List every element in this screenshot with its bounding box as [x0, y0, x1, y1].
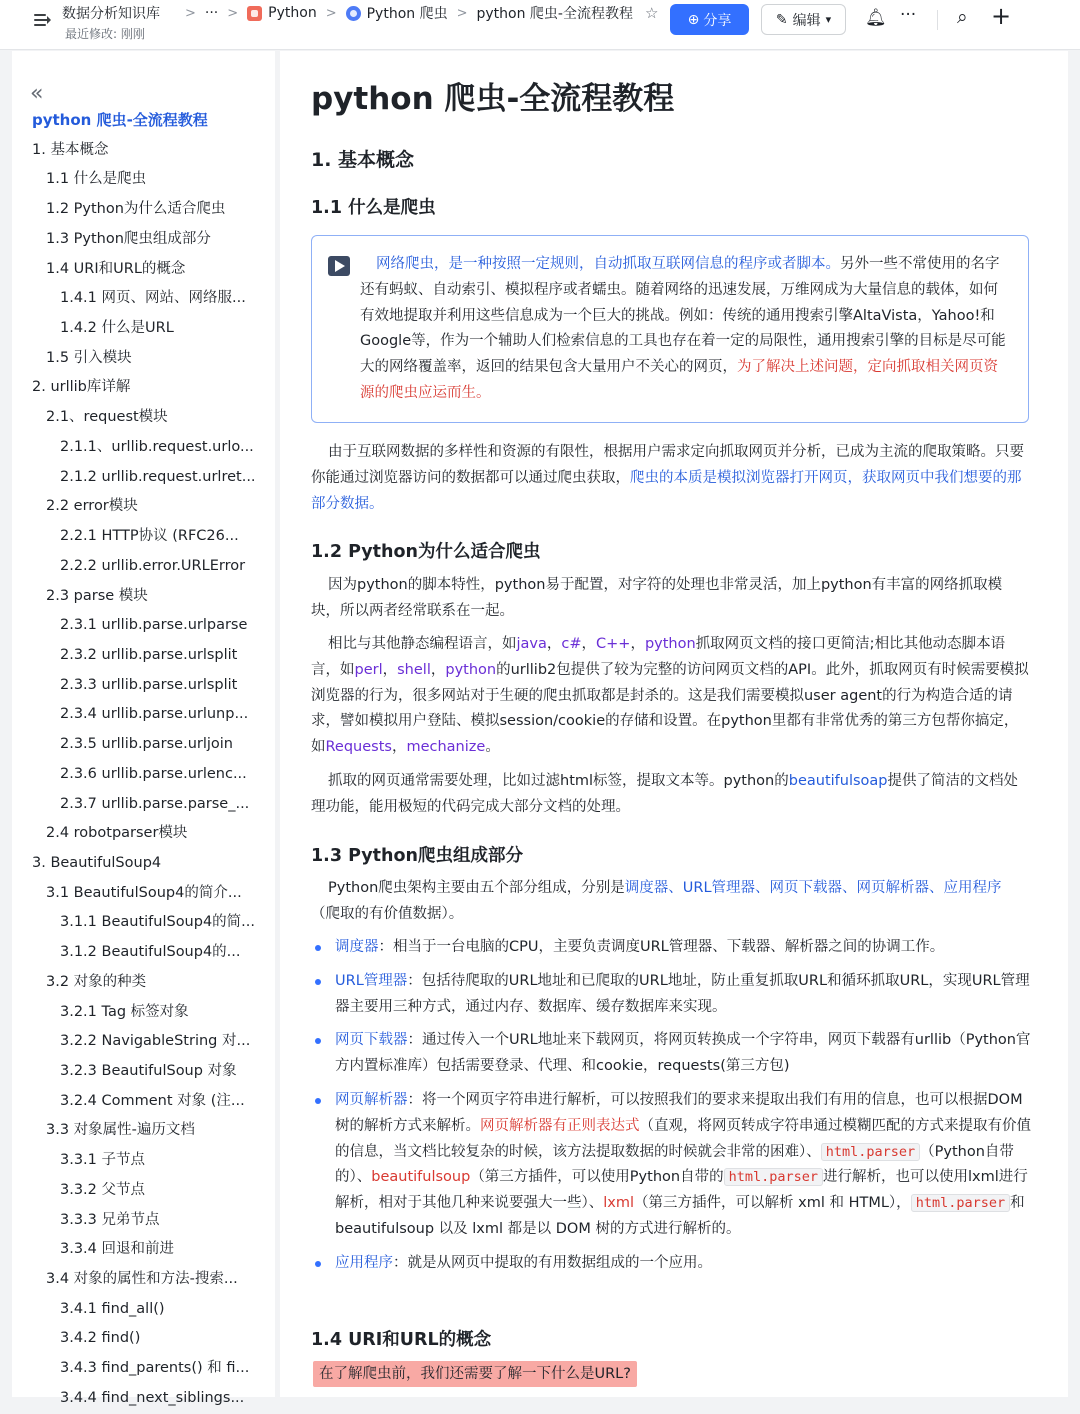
toc-item[interactable]: 2.3.2 urllib.parse.urlsplit	[60, 646, 238, 663]
paragraph-text: 的urllib2包提供了较为完整的访问网页文档的API。此外，抓取网页有时候需要模拟浏览器的行为，很多网站对于生硬的爬虫抓取都是封杀的。这是我们需要模拟user agent的行为构造合适的请求，譬如模拟用户登陆、模拟session/cookie的存储和设置。在python里都有非常优秀的第三方包帮你搞定，如	[311, 661, 1029, 756]
bullet-text: （Python自带的）、	[335, 1143, 1014, 1186]
list-item	[311, 969, 1031, 1021]
breadcrumb-current: python 爬虫-全流程教程	[476, 6, 633, 22]
paragraph-why-python-3	[311, 769, 1029, 821]
keyword-shell: shell	[397, 661, 431, 678]
bullet-text: ：包括待爬取的URL地址和已爬取的URL地址，防止重复抓取URL和循环抓取URL，实现URL管理器主要用三种方式，通过内存、数据库、缓存数据库来实现。	[335, 972, 1030, 1015]
paragraph-text: ，	[430, 661, 446, 678]
scrollbar[interactable]	[1068, 51, 1080, 1397]
toc-item[interactable]: 2.2.2 urllib.error.URLError	[60, 557, 246, 574]
paragraph-text: 由于互联网数据的多样性和资源的有限性，根据用户需求定向抓取网页并分析，已成为主流的爬取策略。只要你能通过浏览器访问的数据都可以通过爬虫获取，	[311, 444, 1024, 486]
components-list-text: 调度器、URL管理器、网页下载器、网页解析器、应用程序	[624, 880, 1002, 896]
toc-item[interactable]: 3.3.2 父节点	[60, 1181, 146, 1198]
toc-item[interactable]: 1.4 URI和URL的概念	[46, 260, 186, 277]
callout-body: 另外一些不常使用的名字还有蚂蚁、自动索引、模拟程序或者蠕虫。随着网络的迅速发展，万维网成为大量信息的载体，如何有效地提取并利用这些信息成为一个巨大的挑战。例如：传统的通用搜索引擎AltaVista，Yahoo!和Google等，作为一个辅助人们检索信息的工具也存在着一定的局限性，通用搜索引擎的目标是尽可能大的网络覆盖率，返回的结果包含大量用户不关心的网页，	[360, 256, 1006, 376]
toc-item[interactable]: 2.3 parse 模块	[46, 587, 148, 604]
heading-why-python: 1.2 Python为什么适合爬虫	[311, 542, 541, 562]
bullet-keyword: 应用程序	[335, 1254, 393, 1271]
chevron-right-icon: >	[325, 5, 337, 21]
toc-item[interactable]: 3.2 对象的种类	[46, 973, 147, 990]
bullet-keyword: 调度器	[335, 939, 379, 955]
bullet-text: 和 beautifulsoup 以及 lxml 都是以 DOM 树的方式进行解析的。	[335, 1195, 1025, 1237]
toc-item[interactable]: 1. 基本概念	[32, 141, 109, 158]
toc-item[interactable]: 2.2.1 HTTP协议 (RFC26...	[60, 528, 239, 545]
breadcrumb-python-spider[interactable]	[346, 3, 448, 23]
breadcrumb-python[interactable]	[247, 5, 317, 21]
toc-item[interactable]: 1.3 Python爬虫组成部分	[46, 230, 211, 247]
share-button[interactable]	[670, 4, 749, 35]
bullet-highlight: lxml	[603, 1195, 635, 1212]
toc-item[interactable]: 3.1.2 BeautifulSoup4的...	[60, 944, 241, 961]
bell-icon[interactable]: 🔔︎	[865, 8, 887, 28]
toolbar-divider	[937, 10, 938, 30]
paragraph-text: ，	[630, 636, 645, 652]
paragraph-text: ，	[382, 661, 398, 678]
toc-item[interactable]: 2.3.7 urllib.parse.parse_...	[60, 795, 250, 812]
paragraph-text: ，	[391, 739, 407, 756]
inline-code: html.parser	[911, 1194, 1010, 1212]
toc-item[interactable]: 3.2.3 BeautifulSoup 对象	[60, 1063, 237, 1079]
paragraph-text: 抓取网页文档的接口更简洁;相比其他动态脚本语言，如	[311, 636, 1006, 678]
toc-item[interactable]: 2.2 error模块	[46, 498, 138, 515]
page-title: python 爬虫-全流程教程	[311, 81, 675, 117]
toc-item[interactable]: 3.2.2 NavigableString 对...	[60, 1033, 251, 1050]
paragraph-text: 抓取的网页通常需要处理，比如过滤html标签，提取文本等。python的	[328, 773, 789, 789]
bullet-text: （第三方插件，可以解析 xml 和 HTML），	[634, 1195, 911, 1212]
toc-item[interactable]: 2.1.1、urllib.request.urlo...	[60, 438, 254, 455]
chevron-right-icon: >	[185, 5, 196, 21]
inline-code: html.parser	[821, 1143, 920, 1161]
highlighted-text: 在了解爬虫前，我们还需要了解一下什么是URL?	[313, 1361, 637, 1387]
toc-item[interactable]: 3.3.4 回退和前进	[60, 1241, 175, 1258]
paragraph-text: Python爬虫架构主要由五个部分组成，分别是	[328, 880, 625, 896]
toc-item[interactable]: 2.3.6 urllib.parse.urlenc...	[60, 765, 247, 782]
document-body	[280, 51, 1068, 1397]
python-folder-icon	[247, 6, 262, 21]
bullet-text: ：就是从网页中提取的有用数据组成的一个应用。	[393, 1254, 712, 1271]
list-item	[311, 1088, 1031, 1243]
toc-item[interactable]: 3.2.1 Tag 标签对象	[60, 1003, 189, 1020]
components-bullet-list	[311, 935, 1031, 1277]
paragraph-why-python-1	[311, 573, 1029, 625]
toc-item[interactable]: 2.3.1 urllib.parse.urlparse	[60, 617, 248, 634]
more-icon[interactable]: ···	[900, 5, 917, 25]
star-icon[interactable]: ☆	[644, 4, 659, 22]
toc-item[interactable]: 2.3.4 urllib.parse.urlunp...	[60, 706, 249, 723]
top-bar	[0, 0, 1080, 50]
paragraph-text: 。	[485, 739, 500, 756]
paragraph-text: ，	[581, 636, 597, 652]
toc-item[interactable]: 1.5 引入模块	[46, 349, 132, 366]
sidebar-toggle-icon[interactable]	[34, 12, 52, 28]
keyword-requests: Requests	[325, 739, 392, 756]
inline-code: html.parser	[724, 1168, 823, 1186]
spider-folder-icon	[346, 6, 361, 21]
breadcrumb-spider-label: Python 爬虫	[366, 6, 448, 22]
breadcrumb-knowledge-base[interactable]: 数据分析知识库	[62, 6, 160, 22]
toc-item[interactable]: 3.2.4 Comment 对象 (注...	[60, 1092, 245, 1109]
bullet-text: 进行解析，也可以使用lxml进行解析，相对于其他几种来说要强大一些）、	[335, 1169, 1028, 1212]
toc-item[interactable]: 3.4 对象的属性和方法-搜索...	[46, 1271, 238, 1288]
paragraph-why-python-2	[311, 632, 1029, 761]
keyword-python: python	[445, 661, 497, 678]
share-button-label: 分享	[703, 12, 732, 29]
breadcrumb	[176, 3, 658, 23]
keyword-java: java	[516, 636, 547, 652]
heading-basic-concepts: 1. 基本概念	[311, 149, 415, 171]
toc-item[interactable]: 3.3 对象属性-遍历文档	[46, 1122, 195, 1139]
keyword-beautifulsoap: beautifulsoap	[788, 773, 888, 789]
bullet-text: （第三方插件，可以使用Python自带的	[470, 1169, 724, 1186]
callout-text	[360, 252, 1012, 407]
chevron-right-icon: >	[456, 5, 468, 21]
list-item	[311, 1028, 1031, 1080]
toc-item[interactable]: 3.3.1 子节点	[60, 1152, 146, 1169]
plus-icon[interactable]: +	[991, 2, 1012, 30]
bullet-highlight: beautifulsoup	[371, 1169, 471, 1186]
collapse-sidebar-icon[interactable]: «	[30, 81, 38, 106]
keyword-mechanize: mechanize	[406, 739, 486, 756]
breadcrumb-python-label: Python	[268, 5, 317, 21]
toc-item[interactable]: 3.4.3 find_parents() 和 fi...	[60, 1360, 250, 1377]
toc-item[interactable]: 2.1.2 urllib.request.urlret...	[60, 468, 256, 485]
spider-essence-text: 爬虫的本质是模拟浏览器打开网页，获取网页中我们想要的那部分数据。	[311, 469, 1022, 512]
keyword-python: python	[644, 636, 696, 652]
heading-spider-components: 1.3 Python爬虫组成部分	[311, 846, 523, 866]
toc-item[interactable]: 2.1、request模块	[46, 409, 168, 426]
bullet-keyword: URL管理器	[335, 972, 408, 989]
toc-item[interactable]: 1.4.2 什么是URL	[60, 320, 174, 337]
keyword-perl: perl	[354, 661, 383, 678]
callout-conclusion: 为了解决上述问题，定向抓取相关网页资源的爬虫应运而生。	[360, 359, 998, 401]
pencil-icon: ✎	[775, 11, 788, 28]
toc-list	[12, 106, 275, 1414]
keyword-csharp: c#	[561, 636, 582, 652]
toc-sidebar	[12, 51, 275, 1406]
globe-icon: ⊕	[687, 11, 700, 28]
toc-item[interactable]: python 爬虫-全流程教程	[32, 111, 208, 129]
chevron-right-icon: >	[227, 5, 239, 21]
breadcrumb-ellipsis[interactable]: ···	[204, 5, 219, 21]
edit-button[interactable]	[761, 4, 846, 35]
paragraph-text: 相比与其他静态编程语言，如	[328, 636, 517, 652]
paragraph-components	[311, 876, 1029, 928]
heading-what-is-spider: 1.1 什么是爬虫	[311, 198, 436, 218]
toc-item[interactable]: 1.2 Python为什么适合爬虫	[46, 201, 226, 218]
toc-item[interactable]: 2.4 robotparser模块	[46, 825, 188, 842]
bullet-keyword: 网页下载器	[335, 1032, 408, 1049]
paragraph-spider-strategy	[311, 440, 1029, 517]
callout-block	[311, 235, 1029, 423]
toc-item[interactable]: 2. urllib库详解	[32, 379, 131, 396]
toc-item[interactable]: 3.4.2 find()	[60, 1330, 141, 1347]
bullet-text: ：将一个网页字符串进行解析，可以按照我们的要求来提取出我们有用的信息，也可以根据DOM树的解析方式来解析。	[335, 1091, 1023, 1134]
heading-uri-url: 1.4 URI和URL的概念	[311, 1330, 492, 1350]
spider-definition: 网络爬虫，是一种按照一定规则，自动抓取互联网信息的程序或者脚本。	[376, 256, 840, 272]
toc-item[interactable]: 3.4.1 find_all()	[60, 1300, 165, 1317]
toc-item[interactable]: 1.1 什么是爬虫	[46, 171, 147, 188]
toc-item[interactable]: 3.1.1 BeautifulSoup4的简...	[60, 914, 256, 931]
paragraph-text: （爬取的有价值数据）。	[311, 905, 464, 922]
toc-item[interactable]: 1.4.1 网页、网站、网络服...	[60, 290, 246, 307]
toc-item[interactable]: 3. BeautifulSoup4	[32, 854, 162, 871]
toc-item[interactable]: 2.3.3 urllib.parse.urlsplit	[60, 676, 238, 693]
toc-item[interactable]: 3.3.3 兄弟节点	[60, 1211, 160, 1228]
keyword-cpp: C++	[596, 636, 631, 652]
toc-item[interactable]: 3.1 BeautifulSoup4的简介...	[46, 884, 242, 901]
bullet-highlight: 网页解析器有正则表达式	[480, 1117, 640, 1134]
paragraph-text: 提供了简洁的文档处理功能，能用极短的代码完成大部分文档的处理。	[311, 773, 1019, 815]
bullet-text: ：相当于一台电脑的CPU，主要负责调度URL管理器、下载器、解析器之间的协调工作。	[378, 939, 945, 955]
play-icon	[328, 256, 350, 276]
bullet-text: ：通过传入一个URL地址来下载网页，将网页转换成一个字符串，网页下载器有urllib（Python官方内置标准库）包括需要登录、代理、和cookie，requests(第三方包)	[335, 1032, 1031, 1075]
search-icon[interactable]: ⌕	[957, 6, 968, 28]
list-item	[311, 935, 1031, 961]
bullet-text: （直观，将网页转成字符串通过模糊匹配的方式来提取有价值的信息，当文档比较复杂的时候，该方法提取数据的时候就会非常的困难）、	[335, 1117, 1031, 1160]
paragraph-text: ，	[546, 636, 562, 652]
chevron-down-icon: ▾	[825, 13, 832, 26]
toc-item[interactable]: 3.4.4 find_next_siblings...	[60, 1389, 245, 1406]
edit-button-label: 编辑	[792, 12, 821, 29]
paragraph-text: 因为python的脚本特性，python易于配置，对字符的处理也非常灵活，加上python有丰富的网络抓取模块，所以两者经常联系在一起。	[311, 577, 1003, 619]
list-item	[311, 1251, 1031, 1277]
toc-item[interactable]: 2.3.5 urllib.parse.urljoin	[60, 736, 233, 753]
last-modified-text: 最近修改: 刚刚	[65, 27, 145, 41]
bullet-keyword: 网页解析器	[335, 1091, 408, 1108]
